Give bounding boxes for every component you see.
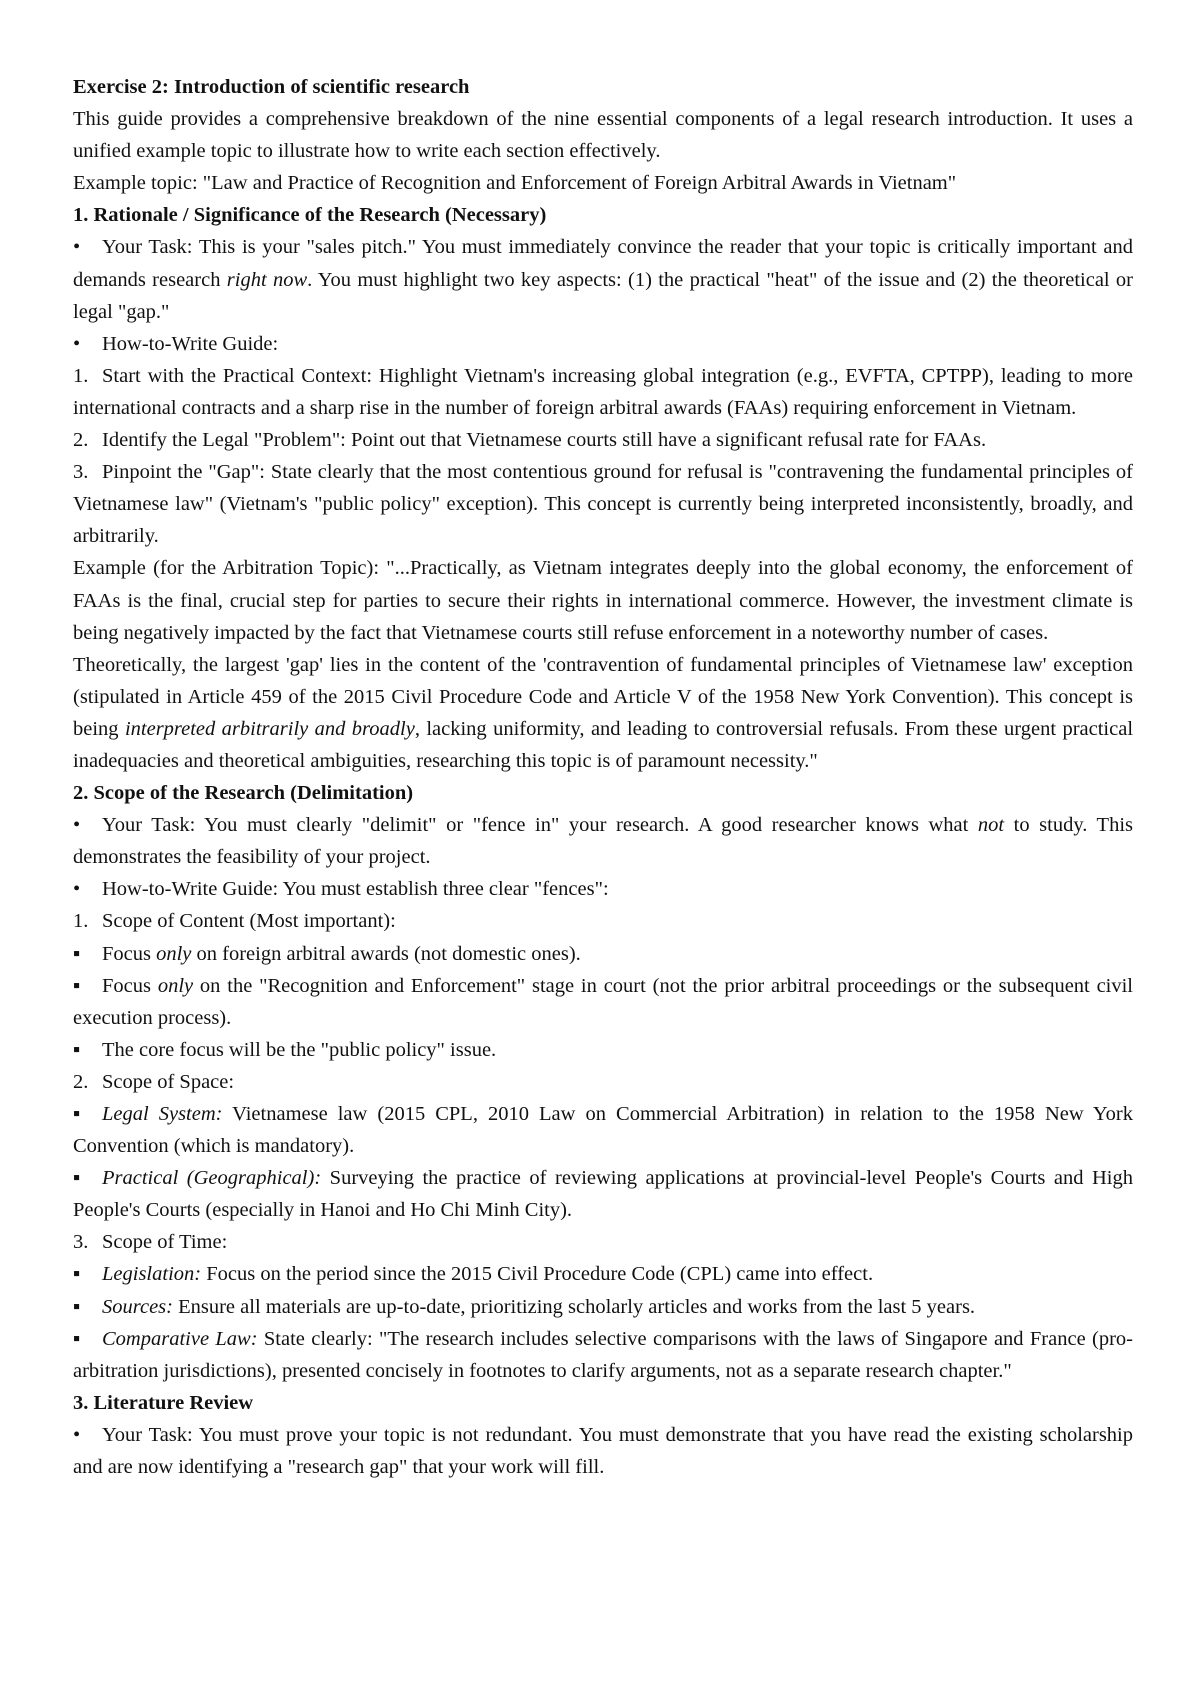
step-number: 3.	[73, 1231, 89, 1254]
bullet-square: ▪	[73, 974, 81, 997]
item-text-a: Focus	[102, 942, 157, 965]
intro-paragraph: This guide provides a comprehensive breakdown of the nine essential components of a legal research introduction. It uses a unified example topic to illustrate how to write each section effectively.	[73, 108, 1133, 163]
scope-title-text: Scope of Content (Most important):	[102, 910, 396, 933]
item-text: Surveying the practice of reviewing applications at provincial-level People's Courts and High People's Courts (especially in Hanoi and Ho Chi Minh City).	[73, 1167, 1133, 1222]
section-1-step-1	[73, 360, 1133, 424]
step-number: 2.	[73, 1070, 89, 1093]
bullet-square: ▪	[73, 1263, 81, 1286]
section-2-heading: 2. Scope of the Research (Delimitation)	[73, 782, 414, 805]
item-emphasis: only	[157, 974, 194, 997]
scope-content-title	[73, 905, 1133, 937]
section-1-example-1: Example (for the Arbitration Topic): "...Practically, as Vietnam integrates deeply into the global economy, the enforcement of FAAs is the final, crucial step for parties to secure their rights in international commerce. However, the investment climate is being negatively impacted by the fact that Vietnamese courts still refuse enforcement in a noteworthy number of cases.	[73, 557, 1133, 644]
step-text: Start with the Practical Context: Highlight Vietnam's increasing global integration (e.g., EVFTA, CPTPP), leading to more international contracts and a sharp rise in the number of foreign arbitral awards (FAAs) requiring enforcement in Vietnam.	[73, 364, 1133, 419]
scope-time-item-2	[73, 1291, 1133, 1323]
item-text-a: Focus	[102, 974, 158, 997]
bullet-square: ▪	[73, 1295, 81, 1318]
task-text-b: to study. This demonstrates the feasibility of your project.	[73, 814, 1133, 869]
scope-time-title	[73, 1226, 1133, 1258]
scope-content-item-3	[73, 1034, 1133, 1066]
bullet-square: ▪	[73, 1167, 81, 1190]
bullet-square: ▪	[73, 1103, 81, 1125]
guide-text: How-to-Write Guide:	[102, 332, 279, 355]
task-emphasis: not	[977, 814, 1005, 837]
task-text: Your Task: You must prove your topic is not redundant. You must demonstrate that you have read the existing scholarship and are now identifying a "research gap" that your work will fill.	[73, 1423, 1133, 1479]
example-text-b: , lacking uniformity, and leading to controversial refusals. From these urgent practical inadequacies and theoretical ambiguities, researching this topic is of paramount necessity."	[73, 717, 1134, 772]
section-1-task	[73, 231, 1133, 327]
item-text: Focus on the period since the 2015 Civil Procedure Code (CPL) came into effect.	[201, 1263, 874, 1286]
item-emphasis: only	[156, 942, 192, 965]
scope-time-item-3	[73, 1323, 1133, 1387]
step-text: Identify the Legal "Problem": Point out that Vietnamese courts still have a significant refusal rate for FAAs.	[102, 429, 987, 452]
item-emphasis: Practical (Geographical):	[102, 1167, 322, 1190]
bullet-dot: •	[73, 814, 81, 837]
section-3-task	[73, 1419, 1133, 1483]
bullet-square: ▪	[73, 1038, 81, 1061]
guide-text: How-to-Write Guide: You must establish three clear "fences":	[102, 878, 609, 901]
section-2-task	[73, 809, 1133, 873]
section-1-heading: 1. Rationale / Significance of the Research (Necessary)	[73, 204, 547, 227]
bullet-dot: •	[73, 878, 81, 901]
scope-content-item-2	[73, 970, 1133, 1034]
scope-title-text: Scope of Space:	[102, 1070, 235, 1093]
task-text-b: . You must highlight two key aspects: (1) the practical "heat" of the issue and (2) the theoretical or legal "gap."	[73, 268, 1133, 323]
bullet-square: ▪	[73, 1327, 81, 1350]
task-text-a: Your Task: This is your "sales pitch." You must immediately convince the reader that your topic is critically important and demands research	[73, 236, 1133, 291]
task-emphasis: right now	[226, 268, 308, 291]
bullet-dot: •	[73, 236, 81, 259]
section-1-guide	[73, 328, 1133, 360]
step-number: 1.	[73, 910, 89, 933]
bullet-square: ▪	[73, 942, 81, 965]
section-1-step-3	[73, 456, 1133, 552]
item-text: The core focus will be the "public policy" issue.	[102, 1038, 497, 1061]
scope-space-item-1	[73, 1098, 1133, 1162]
scope-space-item-2	[73, 1162, 1133, 1226]
step-number: 3.	[73, 461, 89, 484]
item-text-b: on foreign arbitral awards (not domestic ones).	[191, 942, 581, 965]
bullet-dot: •	[73, 332, 81, 355]
item-emphasis: Comparative Law:	[102, 1327, 258, 1350]
section-1-step-2	[73, 424, 1133, 456]
section-2-guide	[73, 873, 1133, 905]
section-3-heading: 3. Literature Review	[73, 1391, 254, 1414]
scope-title-text: Scope of Time:	[102, 1231, 228, 1254]
step-number: 1.	[73, 364, 89, 387]
item-text-b: on the "Recognition and Enforcement" stage in court (not the prior arbitral proceedings or the subsequent civil execution process).	[73, 974, 1133, 1029]
task-text-a: Your Task: You must clearly "delimit" or "fence in" your research. A good researcher knows what	[102, 814, 978, 837]
step-number: 2.	[73, 429, 89, 452]
example-topic: Example topic: "Law and Practice of Recognition and Enforcement of Foreign Arbitral Awards in Vietnam"	[73, 172, 957, 195]
item-text: Ensure all materials are up-to-date, prioritizing scholarly articles and works from the last 5 years.	[172, 1295, 976, 1318]
example-emphasis: interpreted arbitrarily and broadly	[124, 717, 415, 740]
document-title: Exercise 2: Introduction of scientific research	[73, 76, 470, 98]
step-text: Pinpoint the "Gap": State clearly that the most contentious ground for refusal is "contravening the fundamental principles of Vietnamese law" (Vietnam's "public policy" exception). This concept is currently being interpreted inconsistently, broadly, and arbitrarily.	[73, 461, 1133, 548]
item-emphasis: Sources:	[102, 1295, 173, 1318]
example-text-a: Theoretically, the largest 'gap' lies in the content of the 'contravention of fundamental principles of Vietnamese law' exception (stipulated in Article 459 of the 2015 Civil Procedure Code and Article V of the 1958 New York Convention). This concept is being	[73, 653, 1133, 740]
item-emphasis: Legal System:	[102, 1103, 223, 1125]
scope-time-item-1	[73, 1258, 1133, 1290]
bullet-dot: •	[73, 1423, 81, 1446]
section-1-example-2	[73, 649, 1133, 777]
item-emphasis: Legislation:	[102, 1263, 202, 1286]
item-text: Vietnamese law (2015 CPL, 2010 Law on Commercial Arbitration) in relation to the 1958 New York Convention (which is mandatory).	[73, 1103, 1134, 1158]
item-text: State clearly: "The research includes selective comparisons with the laws of Singapore and France (pro-arbitration jurisdictions), presented concisely in footnotes to clarify arguments, not as a separate research chapter."	[73, 1327, 1133, 1382]
scope-content-item-1	[73, 938, 1133, 970]
scope-space-title	[73, 1066, 1133, 1098]
